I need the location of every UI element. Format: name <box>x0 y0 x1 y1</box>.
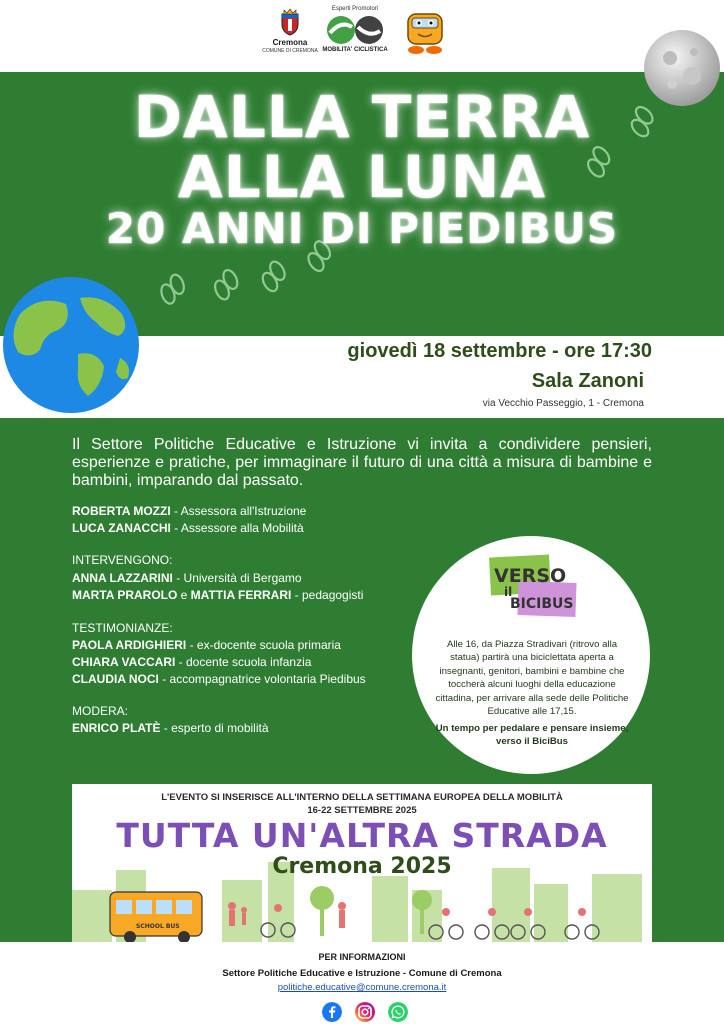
il-text: il <box>504 585 513 599</box>
event-venue: Sala Zanoni <box>531 370 644 392</box>
bicibus-text: BICIBUS <box>510 596 574 612</box>
moderator-role: - esperto di mobilità <box>160 721 269 735</box>
bicibus-description: Alle 16, da Piazza Stradivari (ritrovo alla statua) partirà una biciclettata aperta a insegnanti, genitori, bambini e bambine che toccherà alcuni luoghi della educazione cittadina, per arrivare alla sede delle Politiche Educative alle 17,15. <box>435 639 629 718</box>
testimony-row <box>72 638 341 652</box>
speaker-name: ANNA LAZZARINI <box>72 571 173 585</box>
moderator-name: ENRICO PLATÈ <box>72 721 161 735</box>
testimony-role: - docente scuola infanzia <box>175 655 312 669</box>
testimony-role: - ex-docente scuola primaria <box>186 638 341 652</box>
moderator-label: MODERA: <box>72 704 129 718</box>
moderator-row <box>72 721 269 735</box>
testimony-name: CHIARA VACCARI <box>72 655 176 669</box>
promoters-top-text: Esperti Promotori <box>331 6 379 12</box>
speaker-joiner: e <box>177 588 191 602</box>
info-office: Settore Politiche Educative e Istruzione - Comune di Cremona <box>222 968 502 979</box>
mobility-week-text: L'EVENTO SI INSERISCE ALL'INTERNO DELLA SETTIMANA EUROPEA DELLA MOBILITÀ <box>161 792 563 803</box>
instagram-icon[interactable] <box>355 1002 375 1022</box>
facebook-icon[interactable] <box>322 1002 342 1022</box>
testimony-role: - accompagnatrice volontaria Piedibus <box>158 672 366 686</box>
promoters-bottom-text: MOBILITA' CICLISTICA <box>322 47 388 53</box>
city-logo-name: Cremona <box>272 38 308 47</box>
event-date: giovedì 18 settembre - ore 17:30 <box>347 340 652 362</box>
title-line-2: ALLA LUNA <box>177 143 547 211</box>
testimony-name: CLAUDIA NOCI <box>72 672 159 686</box>
info-email-link[interactable]: politiche.educative@comune.cremona.it <box>277 982 447 993</box>
host-name: ROBERTA MOZZI <box>72 504 171 518</box>
title-line-1: DALLA TERRA <box>133 83 591 151</box>
speaker-row <box>72 571 302 585</box>
speaker-name: MATTIA FERRARI <box>190 588 292 602</box>
mobility-week-title: TUTTA UN'ALTRA STRADA <box>116 816 608 855</box>
testimonies-label: TESTIMONIANZE: <box>72 621 173 635</box>
speaker-role: - pedagogisti <box>291 588 364 602</box>
info-label: PER INFORMAZIONI <box>318 952 406 962</box>
bicibus-tagline: Un tempo per pedalare e pensare insieme, verso il BiciBus <box>435 723 629 748</box>
host-row <box>72 521 304 535</box>
verso-il-bicibus-logo <box>488 552 578 624</box>
mobility-week-dates: 16-22 SETTEMBRE 2025 <box>307 805 417 816</box>
mobility-week-subtitle: Cremona 2025 <box>272 854 452 879</box>
title-line-3: 20 ANNI DI PIEDIBUS <box>105 204 619 253</box>
intro-paragraph: Il Settore Politiche Educative e Istruzione vi invita a condividere pensieri, esperienze e pratiche, per immaginare il futuro di una città a misura di bambine e bambini, imparando dal passato. <box>72 436 652 489</box>
testimony-row <box>72 672 366 686</box>
earth-image <box>0 274 142 416</box>
host-row <box>72 504 306 518</box>
host-role: - Assessore alla Mobilità <box>170 521 304 535</box>
speaker-row <box>72 588 363 602</box>
speaker-role: - Università di Bergamo <box>172 571 302 585</box>
school-bus-icon <box>110 892 202 942</box>
whatsapp-icon[interactable] <box>388 1002 408 1022</box>
testimony-row <box>72 655 311 669</box>
school-bus-label: SCHOOL BUS <box>136 923 180 930</box>
event-address: via Vecchio Passeggio, 1 - Cremona <box>482 398 644 409</box>
host-name: LUCA ZANACCHI <box>72 521 171 535</box>
testimony-name: PAOLA ARDIGHIERI <box>72 638 187 652</box>
speakers-label: INTERVENGONO: <box>72 553 173 567</box>
city-logo-sub: COMUNE DI CREMONA <box>262 48 318 54</box>
speaker-name: MARTA PRAROLO <box>72 588 178 602</box>
verso-text: VERSO <box>494 565 567 587</box>
host-role: - Assessora all'Istruzione <box>170 504 307 518</box>
